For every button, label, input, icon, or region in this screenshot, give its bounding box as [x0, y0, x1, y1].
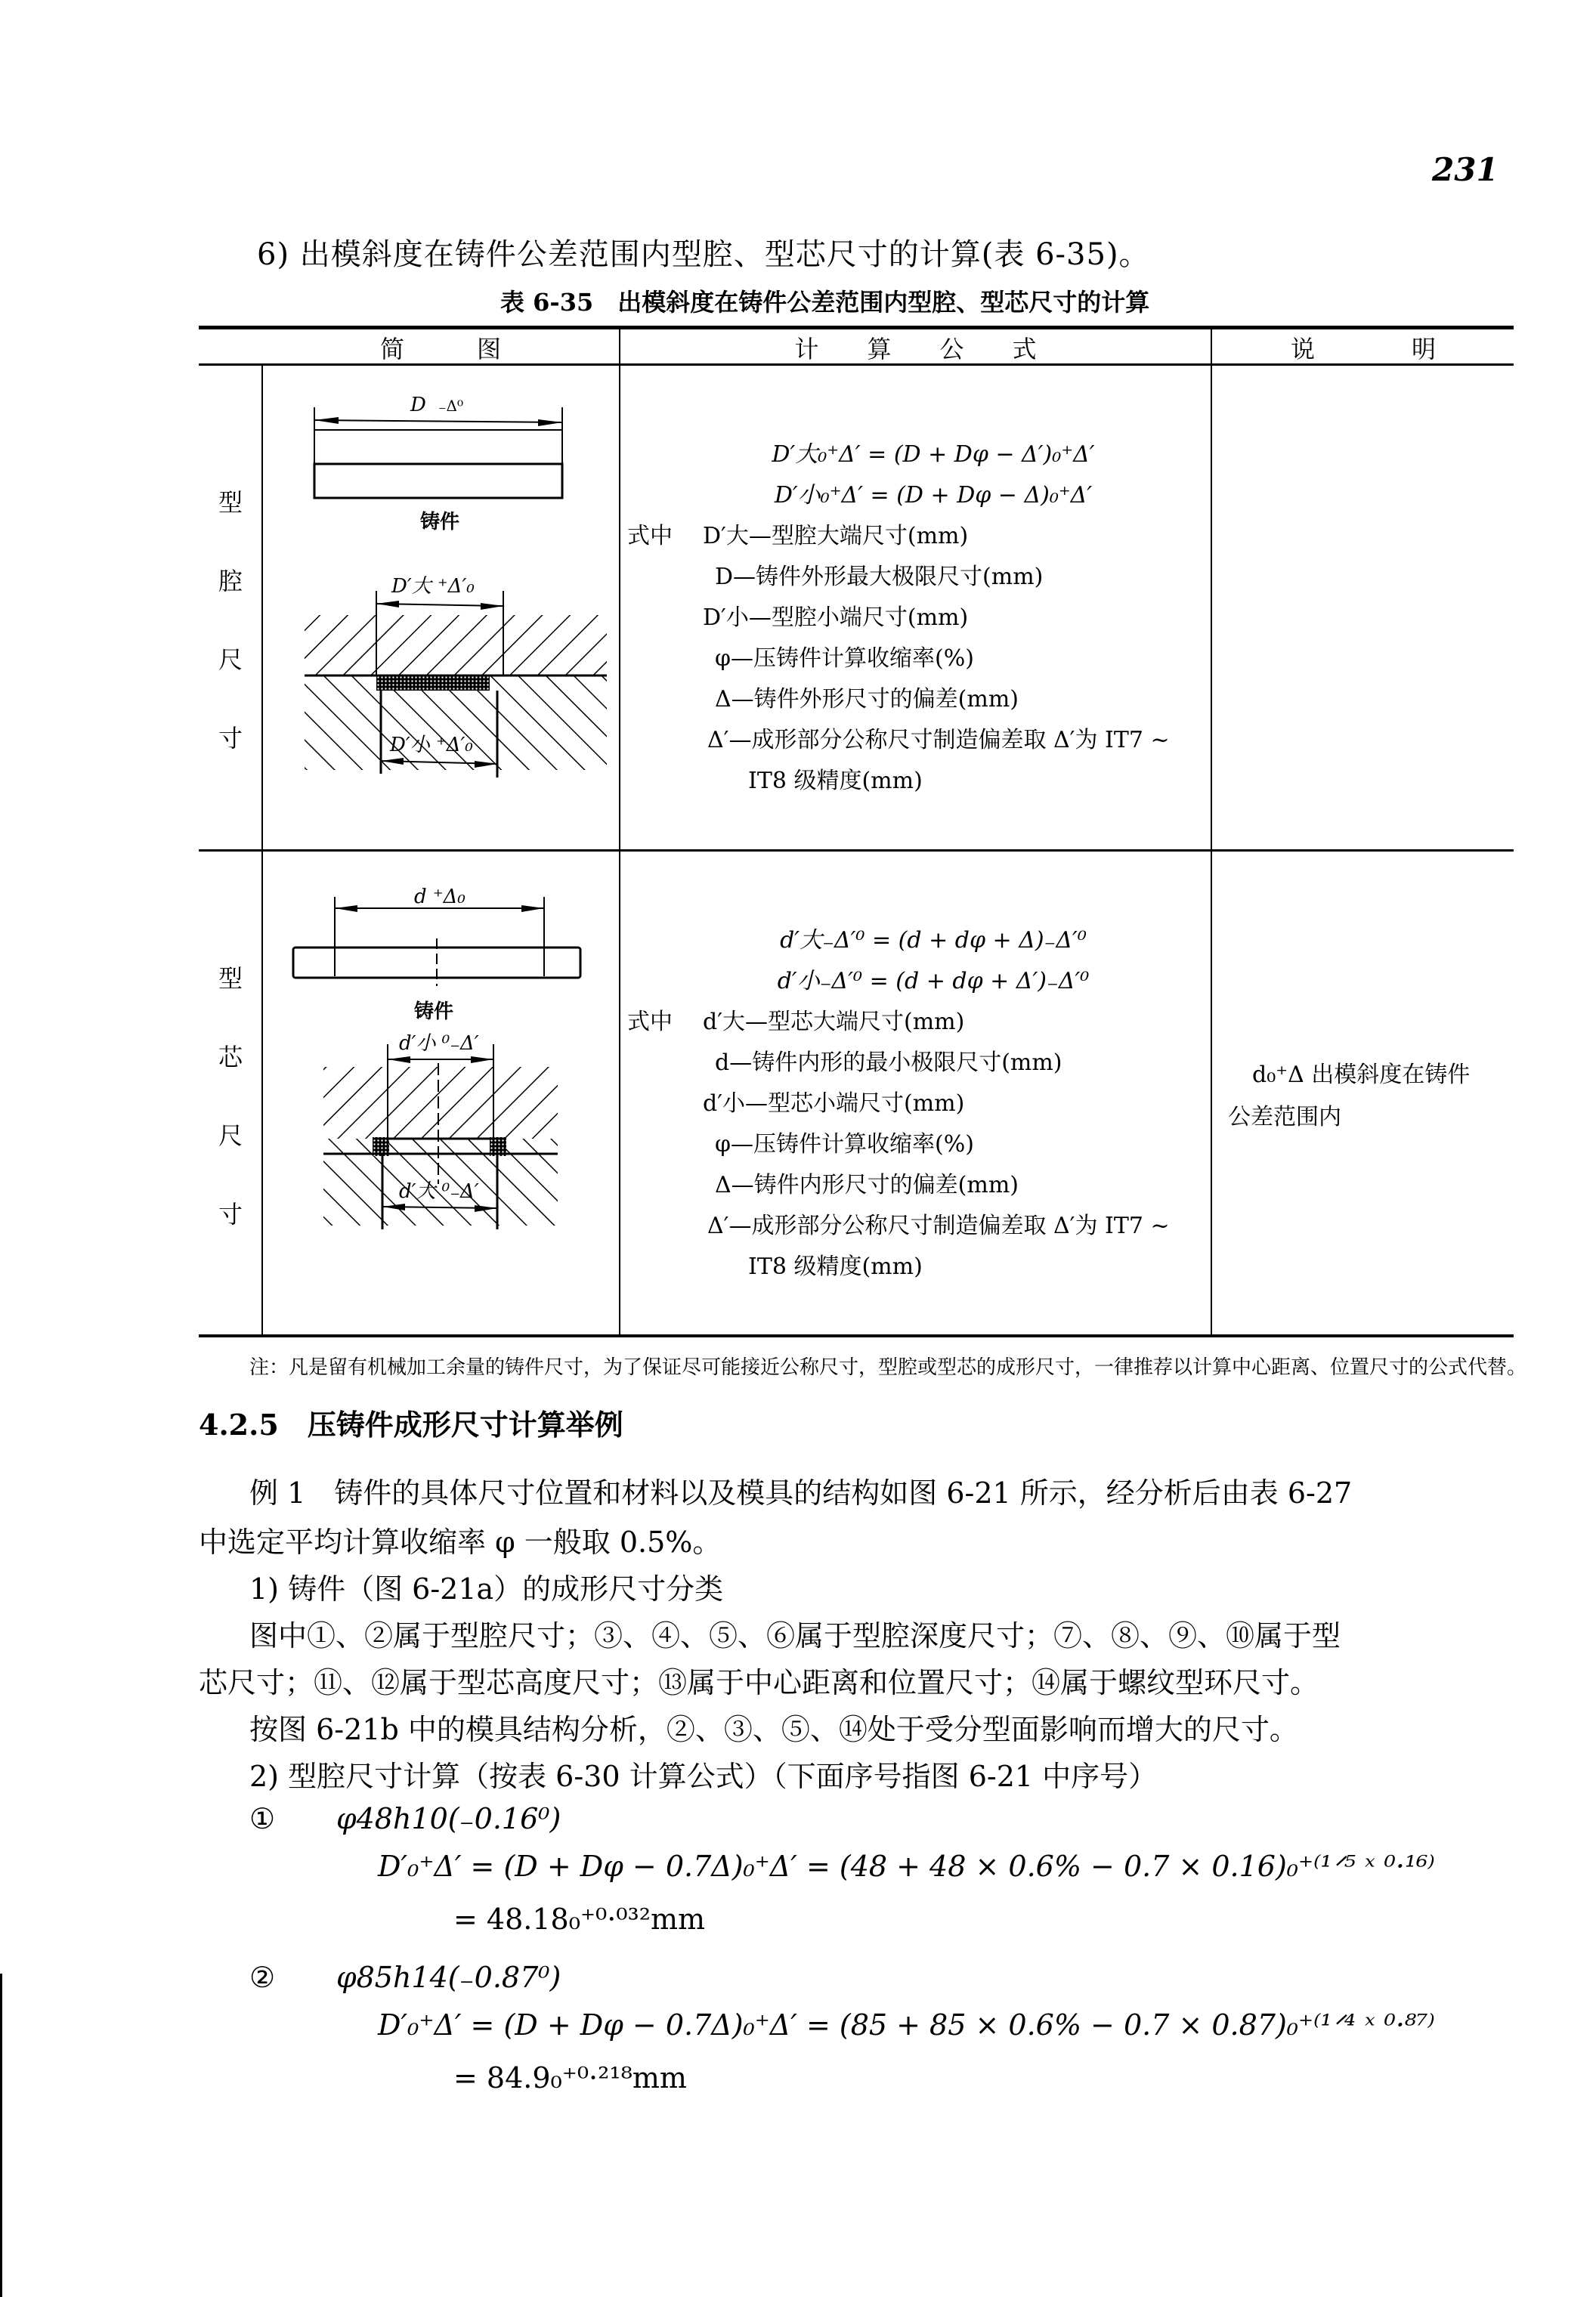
definition: Δ′—成形部分公称尺寸制造偏差取 Δ′为 IT7 ~: [707, 727, 1170, 753]
where-prefix: 式中: [627, 523, 673, 549]
mold-dim-top-label: D′大 ⁺Δ′₀: [391, 575, 475, 598]
where-prefix: 式中: [627, 1009, 673, 1035]
header-formula: [620, 332, 1211, 363]
row-label-core: [208, 960, 253, 1230]
casting-dim-label: D: [410, 394, 426, 416]
row-label-char: 尺: [218, 1121, 243, 1150]
paragraph: 图中①、②属于型腔尺寸；③、④、⑤、⑥属于型腔深度尺寸；⑦、⑧、⑨、⑩属于型: [249, 1619, 1341, 1652]
row-label-char: 腔: [218, 567, 243, 595]
casting-caption: 铸件: [414, 1000, 454, 1023]
definition: Δ—铸件外形尺寸的偏差(mm): [715, 686, 1019, 713]
definitions: [627, 516, 1209, 802]
formula-line: d′小₋Δ′⁰ = (d + dφ + Δ′)₋Δ′⁰: [777, 968, 1090, 994]
example-formula: D′₀⁺Δ′ = (D + Dφ − 0.7Δ)₀⁺Δ′ = (48 + 48 × 0.6% − 0.7 × 0.16)₀⁺⁽¹ᐟ⁵ ˣ ⁰·¹⁶⁾: [378, 1850, 1435, 1883]
example-formula: D′₀⁺Δ′ = (D + Dφ − 0.7Δ)₀⁺Δ′ = (85 + 85 × 0.6% − 0.7 × 0.87)₀⁺⁽¹ᐟ⁴ ˣ ⁰·⁸⁷⁾: [378, 2008, 1435, 2042]
paragraph: 中选定平均计算收缩率 φ 一般取 0.5%。: [199, 1526, 722, 1559]
definitions: [627, 1002, 1209, 1288]
cavity-diagram: [263, 366, 618, 849]
header-diagram-label: 简 图: [379, 335, 501, 363]
header-note-label: 说 明: [1290, 335, 1436, 363]
definition: d′小—型芯小端尺寸(mm): [703, 1090, 965, 1117]
core-diagram: [263, 852, 618, 1335]
example-spec: φ85h14(₋0.87⁰): [336, 1961, 561, 1994]
cavity-formulas: [627, 434, 1209, 802]
paragraph: 2) 型腔尺寸计算（按表 6-30 计算公式）（下面序号指图 6-21 中序号）: [249, 1760, 1158, 1793]
section-heading: 4.2.5 压铸件成形尺寸计算举例: [199, 1408, 623, 1442]
row-label-char: 寸: [218, 724, 243, 753]
mold-dim-bottom-label: d′大 ⁰₋Δ′: [399, 1180, 479, 1203]
header-diagram: [262, 332, 619, 363]
definition: IT8 级精度(mm): [748, 768, 923, 794]
mold-dim-bottom-label: D′小 ⁺Δ′₀: [390, 734, 473, 756]
example-result: = 84.9₀⁺⁰·²¹⁸mm: [453, 2061, 687, 2095]
core-note: [1228, 1054, 1508, 1139]
casting-outline: [314, 407, 562, 498]
note-line: d₀⁺Δ 出模斜度在铸件: [1252, 1062, 1471, 1088]
header-note: [1212, 332, 1514, 363]
definition: D′大—型腔大端尺寸(mm): [703, 523, 969, 549]
page-number: 231: [1432, 151, 1499, 188]
row-label-cavity: [208, 484, 253, 754]
definition: d′大—型芯大端尺寸(mm): [703, 1009, 965, 1035]
header-formula-label: 计 算 公 式: [794, 335, 1037, 363]
formula-line: D′小₀⁺Δ′ = (D + Dφ − Δ)₀⁺Δ′: [774, 482, 1093, 509]
intro-line: 6) 出模斜度在铸件公差范围内型腔、型芯尺寸的计算(表 6-35)。: [257, 237, 1150, 272]
mold-dim-top-label: d′小 ⁰₋Δ′: [399, 1032, 479, 1055]
table-title: 表 6-35 出模斜度在铸件公差范围内型腔、型芯尺寸的计算: [500, 288, 1150, 317]
casting-caption: 铸件: [420, 511, 460, 533]
definition: D—铸件外形最大极限尺寸(mm): [715, 564, 1044, 590]
col-divider-formula: [1211, 328, 1212, 1336]
table-top-rule: [199, 326, 1514, 329]
row-label-char: 型: [218, 964, 243, 993]
example-marker: ①: [249, 1802, 276, 1835]
definition: Δ—铸件内形尺寸的偏差(mm): [715, 1172, 1019, 1198]
definition: φ—压铸件计算收缩率(%): [715, 645, 974, 672]
col-divider-diagram: [619, 328, 620, 1336]
note-line: 公差范围内: [1228, 1104, 1341, 1130]
definition: φ—压铸件计算收缩率(%): [715, 1131, 974, 1158]
row-label-char: 尺: [218, 645, 243, 674]
example-spec: φ48h10(₋0.16⁰): [336, 1802, 561, 1835]
row-label-char: 型: [218, 488, 243, 517]
page-edge-line: [0, 1974, 2, 2297]
casting-outline: [293, 897, 580, 986]
row-label-char: 寸: [218, 1200, 243, 1229]
definition: D′小—型腔小端尺寸(mm): [703, 604, 969, 631]
casting-dim-label: d ⁺Δ₀: [414, 886, 466, 908]
example-marker: ②: [249, 1961, 276, 1994]
paragraph: 1) 铸件（图 6-21a）的成形尺寸分类: [249, 1572, 724, 1606]
core-formulas: [627, 920, 1209, 1288]
paragraph: 芯尺寸；⑪、⑫属于型芯高度尺寸；⑬属于中心距离和位置尺寸；⑭属于螺纹型环尺寸。: [199, 1666, 1319, 1699]
paragraph: 按图 6-21b 中的模具结构分析，②、③、⑤、⑭处于受分型面影响而增大的尺寸。: [249, 1713, 1298, 1746]
example-result: = 48.18₀⁺⁰·⁰³²mm: [453, 1903, 706, 1936]
row-label-char: 芯: [218, 1043, 243, 1071]
definition: d—铸件内形的最小极限尺寸(mm): [715, 1050, 1062, 1076]
formula-line: d′大₋Δ′⁰ = (d + dφ + Δ)₋Δ′⁰: [780, 927, 1087, 954]
casting-dim-tol: ₋Δ⁰: [438, 397, 464, 415]
definition: Δ′—成形部分公称尺寸制造偏差取 Δ′为 IT7 ~: [707, 1213, 1170, 1239]
table-footnote: 注：凡是留有机械加工余量的铸件尺寸，为了保证尽可能接近公称尺寸，型腔或型芯的成形尺寸，一律推荐以计算中心距离、位置尺寸的公式代替。: [249, 1356, 1527, 1379]
definition: IT8 级精度(mm): [748, 1254, 923, 1280]
paragraph: 例 1 铸件的具体尺寸位置和材料以及模具的结构如图 6-21 所示，经分析后由表 6-27: [249, 1476, 1353, 1510]
formula-line: D′大₀⁺Δ′ = (D + Dφ − Δ′)₀⁺Δ′: [772, 441, 1095, 468]
